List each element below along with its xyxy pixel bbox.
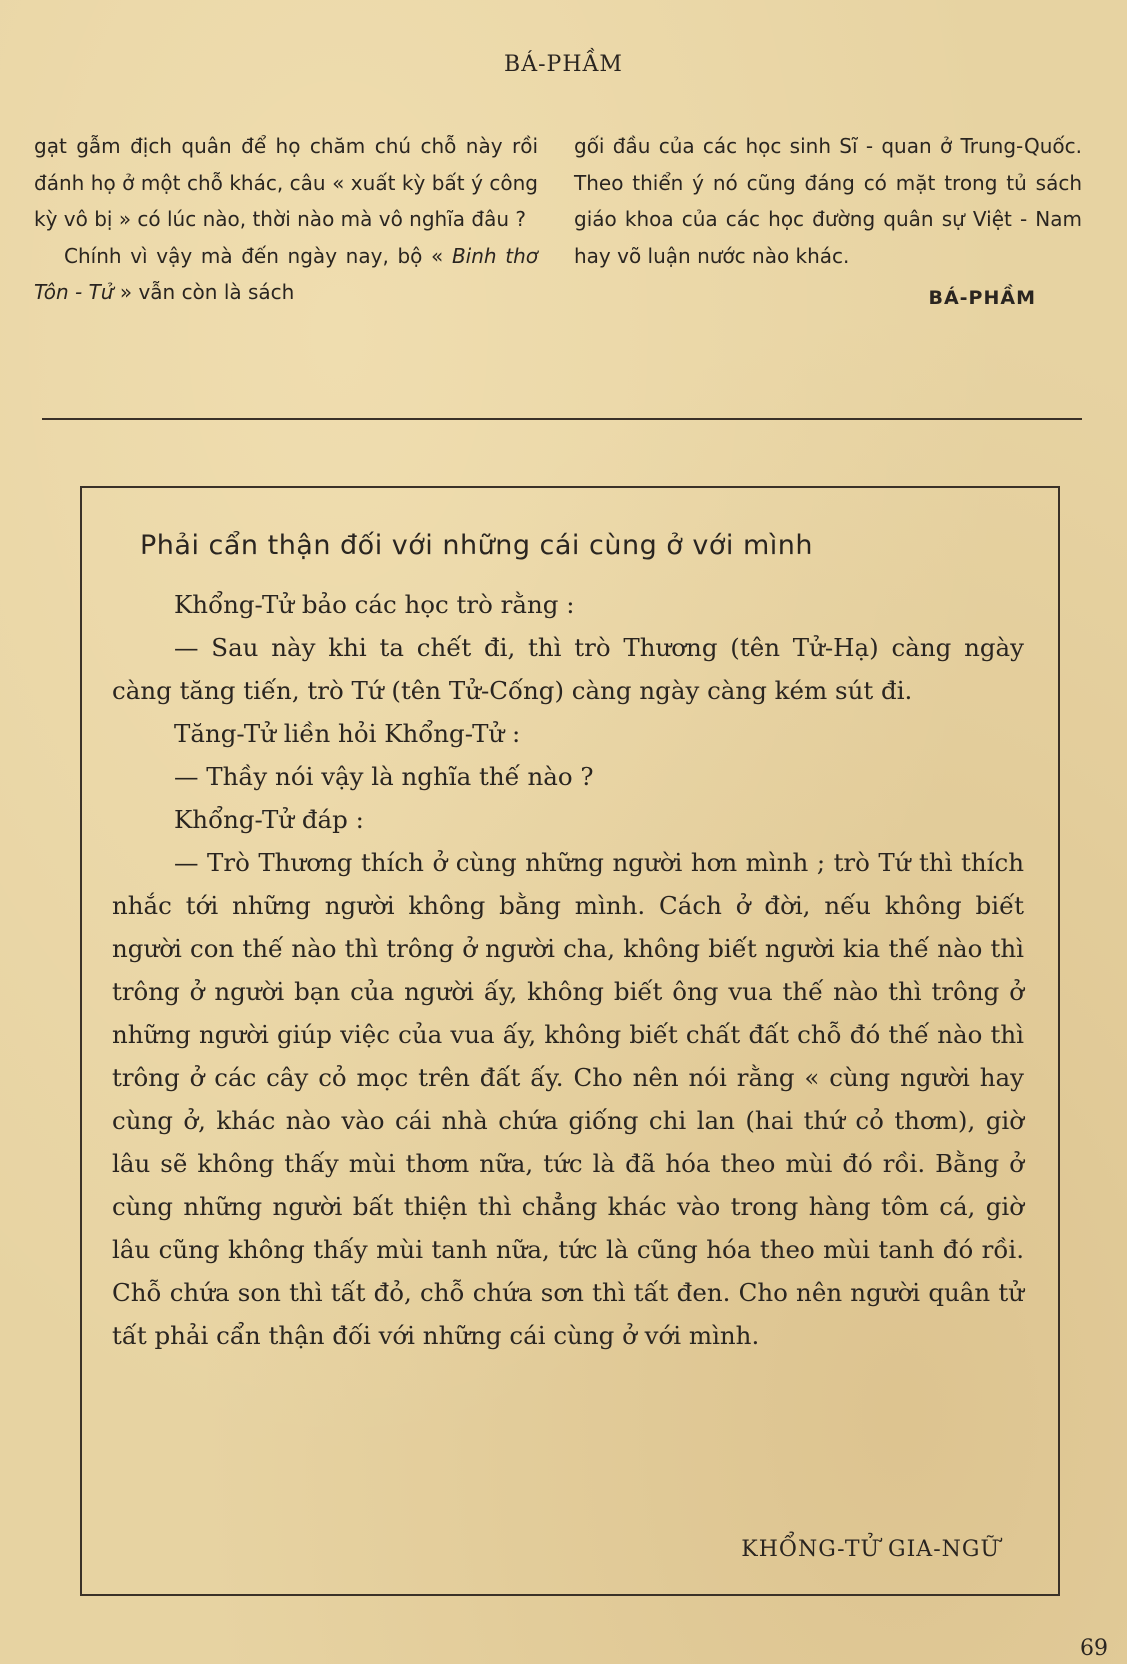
- left-paragraph-2-end: » vẫn còn là sách: [119, 280, 295, 304]
- article-body: [112, 583, 1024, 1357]
- article-line-6: — Trò Thương thích ở cùng những người hơn mình ; trò Tứ thì thích nhắc tới những người không bằng mình. Cách ở đời, nếu không biết người con thế nào thì trông ở người cha, không biết người kia thế nào thì trông ở người bạn của người ấy, không biết ông vua thế nào thì trông ở những người giúp việc của vua ấy, không biết chất đất chỗ đó thế nào thì trông ở các cây cỏ mọc trên đất ấy. Cho nên nói rằng « cùng người hay cùng ở, khác nào vào cái nhà chứa giống chi lan (hai thứ cỏ thơm), giờ lâu sẽ không thấy mùi thơm nữa, tức là đã hóa theo mùi đó rồi. Bằng ở cùng những người bất thiện thì chẳng khác vào trong hàng tôm cá, giờ lâu cũng không thấy mùi tanh nữa, tức là cũng hóa theo mùi tanh đó rồi. Chỗ chứa son thì tất đỏ, chỗ chứa sơn thì tất đen. Cho nên người quân tử tất phải cẩn thận đối với những cái cùng ở với mình.: [112, 848, 1024, 1350]
- left-paragraph-2-start: Chính vì vậy mà đến ngày nay, bộ «: [64, 243, 444, 268]
- article-source: KHỔNG-TỬ GIA-NGỮ: [741, 1537, 1000, 1562]
- right-column: [574, 128, 1082, 317]
- running-title: BÁ-PHẦM: [504, 52, 623, 77]
- left-paragraph-1: gạt gẫm địch quân để họ chăm chú chỗ này rồi đánh họ ở một chỗ khác, câu « xuất kỳ bất ý công kỳ vô bị » có lúc nào, thời nào mà vô nghĩa đâu ?: [34, 134, 538, 231]
- page-number: 69: [1080, 1636, 1108, 1661]
- article-line-4: — Thầy nói vậy là nghĩa thế nào ?: [174, 762, 594, 791]
- article-title: Phải cẩn thận đối với những cái cùng ở với mình: [140, 530, 814, 561]
- author-signature: BÁ-PHẦM: [928, 287, 1036, 309]
- article-line-3: Tăng-Tử liền hỏi Khổng-Tử :: [174, 719, 521, 748]
- book-title: Binh thơ Tôn - Tử: [34, 243, 538, 304]
- article-line-1: Khổng-Tử bảo các học trò rằng :: [174, 590, 575, 619]
- left-column: [34, 128, 538, 311]
- section-divider: [42, 418, 1082, 420]
- article-line-2: — Sau này khi ta chết đi, thì trò Thương (tên Tử-Hạ) càng ngày càng tăng tiến, trò Tứ (tên Tử-Cống) càng ngày càng kém sút đi.: [112, 633, 1024, 705]
- article-line-5: Khổng-Tử đáp :: [174, 805, 364, 834]
- right-paragraph: gối đầu của các học sinh Sĩ - quan ở Trung-Quốc. Theo thiển ý nó cũng đáng có mặt trong tủ sách giáo khoa của các học đường quân sự Việt - Nam hay võ luận nước nào khác.: [574, 134, 1082, 268]
- left-paragraph-2: [34, 238, 538, 311]
